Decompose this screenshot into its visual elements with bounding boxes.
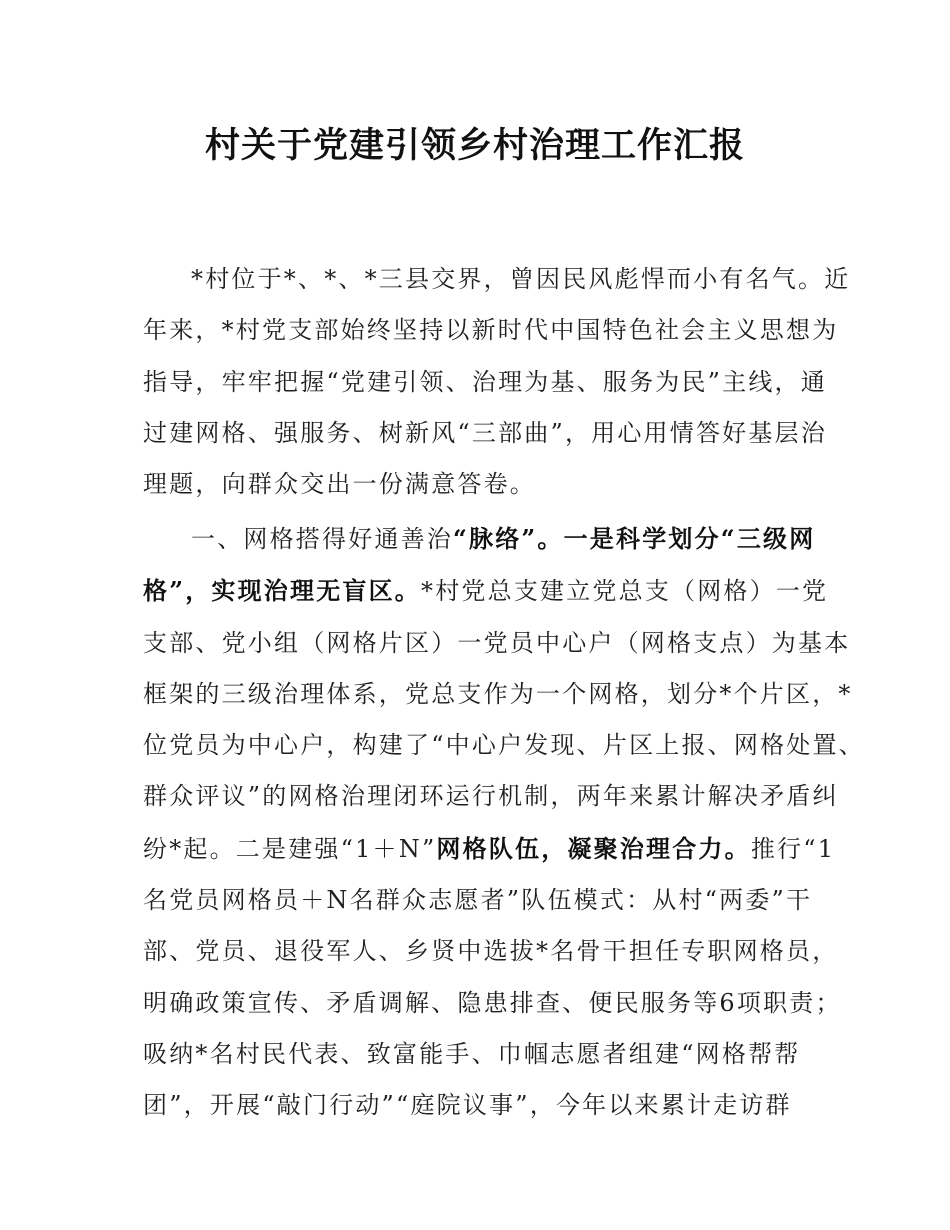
text-run: 一、网格搭得好通善治 [191, 525, 453, 553]
text-run: 纷*起。二是建强“1＋N” [143, 834, 437, 863]
text-line: 框架的三级治理体系，党总支作为一个网格，划分*个片区，* [143, 679, 853, 708]
bold-text-run: “脉络”。一是科学划分“三级网 [453, 524, 816, 553]
text-line: *村位于*、*、*三县交界，曾因民风彪悍而小有名气。近 [191, 265, 851, 293]
text-line [143, 513, 823, 565]
text-line: 吸纳*名村民代表、致富能手、巾帼志愿者组建“网格帮帮 [143, 1039, 801, 1068]
text-line: 位党员为中心户，构建了“中心户发现、片区上报、网格处置、 [143, 731, 865, 760]
document-title: 村关于党建引领乡村治理工作汇报 [204, 125, 745, 166]
text-line: 名党员网格员＋N名群众志愿者”队伍模式：从村“两委”干 [143, 886, 813, 915]
text-line: 群众评议”的网格治理闭环运行机制，两年来累计解决矛盾纠 [143, 782, 839, 811]
text-line: 团”，开展“敲门行动”“庭院议事”，今年以来累计走访群 [143, 1091, 792, 1120]
text-run: *村党总支建立党总支（网格）一党 [421, 577, 829, 606]
text-line [143, 565, 829, 617]
paragraph-section-one [143, 513, 865, 1132]
text-line: 支部、党小组（网格片区）一党员中心户（网格支点）为基本 [143, 628, 851, 657]
text-line: 理题，向群众交出一份满意答卷。 [143, 470, 536, 499]
bold-text-run: 网格队伍，凝聚治理合力。 [436, 833, 751, 863]
text-line: 年来，*村党支部始终坚持以新时代中国特色社会主义思想为 [143, 316, 839, 345]
bold-text-run: 格”，实现治理无盲区。 [143, 576, 422, 606]
text-line [143, 823, 836, 875]
text-run: 推行“1 [750, 834, 836, 863]
paragraph-intro [143, 254, 851, 510]
text-line: 明确政策宣传、矛盾调解、隐患排查、便民服务等6项职责； [143, 988, 842, 1017]
text-line: 部、党员、退役军人、乡贤中选拔*名骨干担任专职网格员， [143, 937, 839, 966]
text-line: 过建网格、强服务、树新风“三部曲”，用心用情答好基层治 [143, 418, 827, 447]
text-line: 指导，牢牢把握“党建引领、治理为基、服务为民”主线，通 [143, 367, 827, 396]
